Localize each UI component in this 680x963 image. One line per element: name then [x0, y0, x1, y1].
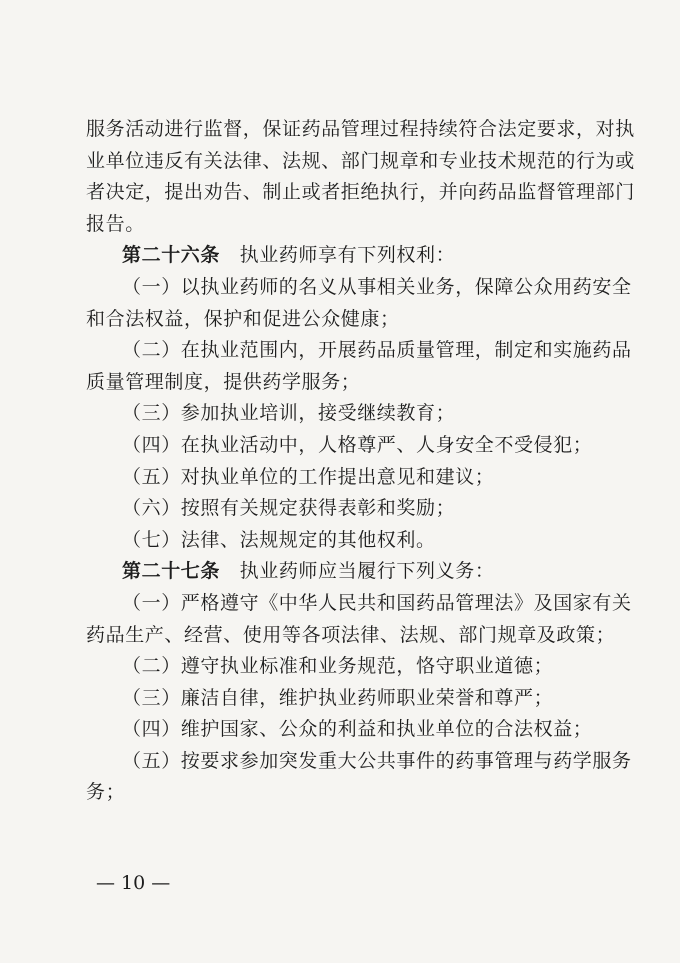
article-26-spacer — [220, 244, 240, 266]
text-line: 服务活动进行监督，保证药品管理过程持续符合法定要求，对执 — [86, 118, 635, 140]
text-line: 务； — [86, 781, 126, 804]
text-line: （三）廉洁自律，维护执业药师职业荣誉和尊严； — [122, 686, 554, 709]
text-line: （四）在执业活动中，人格尊严、人身安全不受侵犯； — [122, 433, 593, 456]
text-line: 报告。 — [86, 212, 145, 235]
text-line: （七）法律、法规规定的其他权利。 — [122, 528, 436, 551]
text-line: 质量管理制度，提供药学服务； — [86, 370, 361, 393]
article-26-line — [86, 240, 606, 272]
page-number: — 10 — — [96, 872, 171, 894]
text-line: （三）参加执业培训，接受继续教育； — [122, 402, 456, 425]
article-26-heading: 第二十六条 — [122, 244, 221, 267]
text-line: 药品生产、经营、使用等各项法律、法规、部门规章及政策； — [86, 623, 616, 646]
text-line: （一）严格遵守《中华人民共和国药品管理法》及国家有关 — [122, 591, 632, 614]
text-line: 者决定，提出劝告、制止或者拒绝执行，并向药品监督管理部门 — [86, 181, 635, 204]
article-27-line — [86, 556, 606, 588]
text-line: （五）对执业单位的工作提出意见和建议； — [122, 465, 495, 488]
body-text — [86, 114, 635, 809]
text-line: （二）遵守执业标准和业务规范，恪守职业道德； — [122, 655, 554, 678]
article-27-intro: 执业药师应当履行下列义务： — [239, 560, 495, 583]
article-26-intro: 执业药师享有下列权利： — [239, 244, 456, 267]
article-27-spacer — [220, 560, 240, 582]
text-line: （五）按要求参加突发重大公共事件的药事管理与药学服务 — [122, 749, 632, 772]
text-line: （二）在执业范围内，开展药品质量管理，制定和实施药品 — [122, 339, 632, 362]
article-27-heading: 第二十七条 — [122, 560, 221, 583]
text-line: 和合法权益，保护和促进公众健康； — [86, 307, 400, 330]
text-line: 业单位违反有关法律、法规、部门规章和专业技术规范的行为或 — [86, 149, 635, 172]
text-line: （六）按照有关规定获得表彰和奖励； — [122, 497, 456, 520]
text-line: （四）维护国家、公众的利益和执业单位的合法权益； — [122, 718, 593, 741]
text-line: （一）以执业药师的名义从事相关业务，保障公众用药安全 — [122, 275, 632, 298]
